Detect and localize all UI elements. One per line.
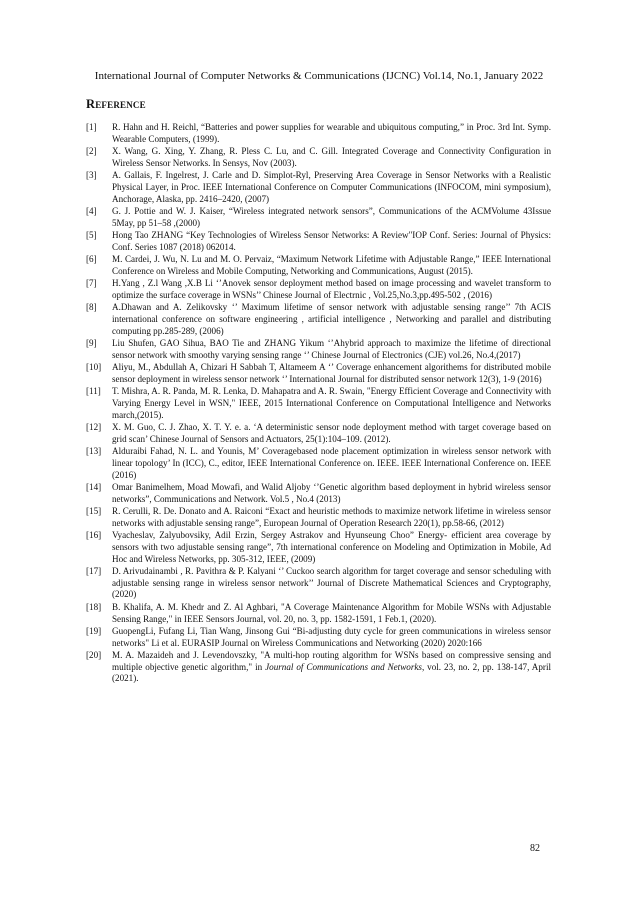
reference-item [86,230,551,253]
reference-list [86,122,551,686]
section-title: Reference [86,97,146,111]
reference-text: Alduraibi Fahad, N. L. and Younis, M’ Coveragebased node placement optimization in wireless sensor network with linear topology’ In (ICC), C., editor, IEEE International Conference on. IEEE. IEEE International Conference on. IEEE (2016) [112,446,551,480]
reference-item [86,626,551,649]
reference-number: [4] [86,205,97,216]
reference-item [86,482,551,505]
reference-text: Aliyu, M., Abdullah A, Chizari H Sabbah T, Altameem A ‘’ Coverage enhancement algorithems for distributed mobile sensor deployment in wireless sensor network ‘’ International Journal for distributed sensor network 12(3), 1-9 (2016) [112,362,551,384]
reference-number: [11] [86,386,101,397]
reference-number: [2] [86,146,97,157]
reference-text: Omar Banimelhem, Moad Mowafi, and Walid Aljoby ‘’Genetic algorithm based deployment in hybrid wireless sensor networks”, Communications and Network. Vol.5 , No.4 (2013) [112,482,551,504]
reference-text: H.Yang , Z.l Wang ,X.B Li ‘’Anovek sensor deployment method based on image processing and wavelet transform to optimize the surface coverage in WSNs’’ Chinese Journal of Electrnic , Vol.25,No.3,pp.495-502 , (2016) [112,278,551,300]
reference-number: [6] [86,254,97,265]
reference-text: Liu Shufen, GAO Sihua, BAO Tie and ZHANG Yikum ‘’Ahybrid approach to maximize the lifetime of directional sensor network with smoothy varying sensing range ‘’ Chinese Journal of Electronics (CJE) vol.26, No.4,(2017) [112,338,551,360]
reference-number: [12] [86,422,102,433]
reference-text: X. Wang, G. Xing, Y. Zhang, R. Pless C. Lu, and C. Gill. Integrated Coverage and Connectivity Configuration in Wireless Sensor Networks. In Sensys, Nov (2003). [112,146,551,168]
reference-text [112,650,551,685]
reference-item [86,338,551,361]
reference-text: T. Mishra, A. R. Panda, M. R. Lenka, D. Mahapatra and A. R. Swain, "Energy Efficient Coverage and Connectivity with Varying Energy Level in WSN," IEEE, 2015 International Conference on Computational Intelligence and Networks march,(2015). [112,386,551,420]
reference-item [86,122,551,145]
reference-number: [19] [86,625,102,636]
reference-text: B. Khalifa, A. M. Khedr and Z. Al Aghbari, "A Coverage Maintenance Algorithm for Mobile WSNs with Adjustable Sensing Range," in IEEE Sensors Journal, vol. 20, no. 3, pp. 1582-1591, 1 Feb.1, (2020). [112,601,551,624]
reference-item [86,530,551,565]
reference-item [86,254,551,277]
reference-item [86,602,551,625]
page-number: 82 [530,843,540,854]
reference-item [86,506,551,529]
reference-item [86,446,551,481]
journal-header: International Journal of Computer Networks & Communications (IJCNC) Vol.14, No.1, January 2022 [94,70,544,82]
reference-number: [15] [86,506,102,517]
reference-item [86,650,551,685]
reference-number: [3] [86,170,97,181]
reference-text: G. J. Pottie and W. J. Kaiser, “Wireless integrated network sensors”, Communications of the ACMVolume 43Issue 5May, pp 51–58 ,(2000) [112,205,551,228]
reference-text: A. Gallais, F. Ingelrest, J. Carle and D. Simplot-Ryl, Preserving Area Coverage in Sensor Networks with a Realistic Physical Layer, in Proc. IEEE International Conference on Computer Communications (INFOCOM, mini symposium), Anchorage, Alaska, pp. 2416–2420, (2007) [112,170,551,204]
reference-text: Vyacheslav, Zalyubovsiky, Adil Erzin, Sergey Astrakov and Hyunseung Choo” Energy- efficient area coverage by sensors with two adjustable sensing range”, 7th international conference on Modeling and Optimization in Mobile, Ad Hoc and Wireless Networks, pp. 305-312, IEEE, (2009) [112,530,551,564]
reference-item [86,566,551,601]
reference-item [86,146,551,169]
reference-number: [20] [86,650,102,660]
reference-item [86,170,551,205]
reference-number: [8] [86,302,97,313]
reference-item [86,302,551,337]
reference-text: Hong Tao ZHANG “Key Technologies of Wireless Sensor Networks: A Review"IOP Conf. Series: Journal of Physics: Conf. Series 1087 (2018) 062014. [112,230,551,252]
reference-number: [18] [86,601,102,612]
reference-text: D. Arivudainambi , R. Pavithra & P. Kalyani ‘’ Cuckoo search algorithm for target coverage and sensor scheduling with adjustable sensing range in wireless sensor network’’ Journal of Discrete Mathematical Sciences and Cryptography, (2020) [112,566,551,600]
reference-item [86,422,551,445]
reference-text-before-journal: M. A. Mazaideh and J. Levendovszky, "A multi-hop routing algorithm for WSNs based on compressive sensing and multiple objective genetic algorithm," in [112,650,551,672]
reference-text: R. Hahn and H. Reichl, “Batteries and power supplies for wearable and ubiquitous computing,” in Proc. 3rd Int. Symp. Wearable Computers, (1999). [112,122,551,144]
reference-number: [16] [86,530,102,541]
reference-journal-title: Journal of Communications and Networks [265,661,422,672]
reference-number: [13] [86,446,102,457]
reference-number: [14] [86,482,102,493]
reference-number: [1] [86,122,97,132]
reference-text-after-journal: , vol. 23, no. 2, pp. 138-147, April (2021). [112,661,552,684]
reference-number: [17] [86,566,102,577]
reference-text: M. Cardei, J. Wu, N. Lu and M. O. Pervaiz, “Maximum Network Lifetime with Adjustable Range,” IEEE International Conference on Wireless and Mobile Computing, Networking and Communications, August (2015). [112,254,551,276]
reference-item [86,206,551,229]
reference-number: [9] [86,338,97,349]
reference-item [86,362,551,385]
reference-text: R. Cerulli, R. De. Donato and A. Raiconi “Exact and heuristic methods to maximize network lifetime in wireless sensor networks with adjustable sensing range”, European Journal of Operation Research 220(1), pp.58-66, (2012) [112,506,551,528]
reference-number: [7] [86,278,97,289]
reference-text: GuopengLi, Fufang Li, Tian Wang, Jinsong Gui “Bi-adjusting duty cycle for green communications in wireless sensor networks" Li et al. EURASIP Journal on Wireless Communications and Networking (2020) 2020:166 [112,625,551,648]
reference-item [86,386,551,421]
reference-item [86,278,551,301]
reference-number: [10] [86,362,102,373]
reference-number: [5] [86,230,97,241]
reference-text: X. M. Guo, C. J. Zhao, X. T. Y. e. a. ‘A deterministic sensor node deployment method with target coverage based on grid scan’ Chinese Journal of Sensors and Actuators, 25(1):104–109. (2012). [112,422,551,444]
reference-text: A.Dhawan and A. Zelikovsky ‘’ Maximum lifetime of sensor network with adjustable sensing range’’ 7th ACIS international conference on software engineering , artificial intelligence , Networking and parallel and distributing computing pp.285-289, (2006) [112,302,551,336]
